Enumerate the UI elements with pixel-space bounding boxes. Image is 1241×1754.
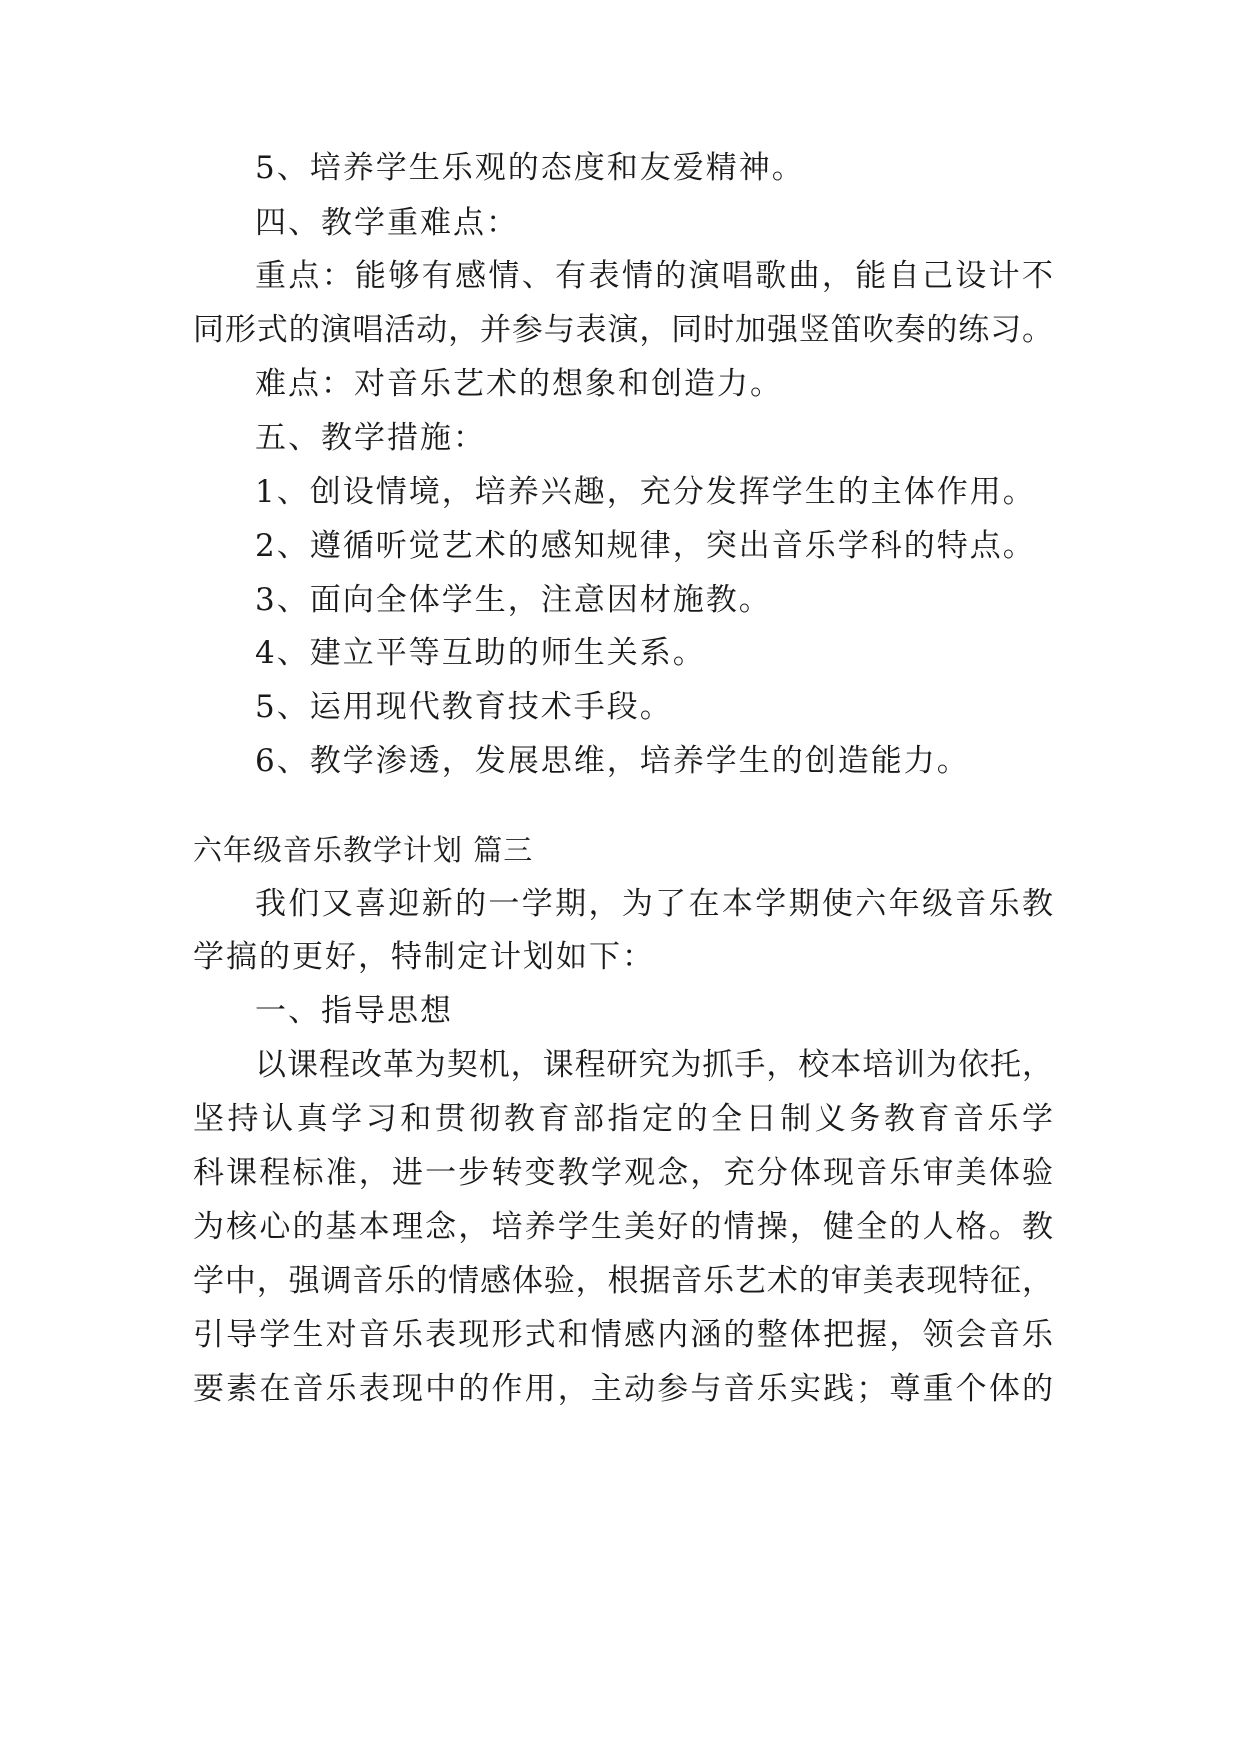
measure-item-4: 4、建立平等互助的师生关系。	[255, 635, 706, 671]
section-heading-key-difficult-points: 四、教学重难点：	[255, 205, 519, 241]
paragraph-line-3: 科课程标准，进一步转变教学观念，充分体现音乐审美体验	[193, 1155, 1053, 1191]
difficult-point: 难点：对音乐艺术的想象和创造力。	[255, 366, 783, 402]
article-title: 六年级音乐教学计划 篇三	[193, 833, 534, 867]
key-point-line-1: 重点：能够有感情、有表情的演唱歌曲，能自己设计不	[255, 258, 1053, 294]
measure-item-2: 2、遵循听觉艺术的感知规律，突出音乐学科的特点。	[255, 528, 1036, 564]
paragraph-line-5: 学中，强调音乐的情感体验，根据音乐艺术的审美表现特征，	[193, 1263, 1053, 1299]
intro-line-1: 我们又喜迎新的一学期，为了在本学期使六年级音乐教	[255, 886, 1053, 922]
intro-line-2: 学搞的更好，特制定计划如下：	[193, 939, 655, 975]
paragraph-line-6: 引导学生对音乐表现形式和情感内涵的整体把握，领会音乐	[193, 1317, 1053, 1353]
paragraph-line-2: 坚持认真学习和贯彻教育部指定的全日制义务教育音乐学	[193, 1101, 1053, 1137]
key-point-line-2: 同形式的演唱活动，并参与表演，同时加强竖笛吹奏的练习。	[193, 312, 1053, 348]
section-heading-guiding-ideology: 一、指导思想	[255, 993, 453, 1029]
section-heading-teaching-measures: 五、教学措施：	[255, 420, 486, 456]
paragraph-line-7: 要素在音乐表现中的作用，主动参与音乐实践；尊重个体的	[193, 1371, 1053, 1407]
goal-item-5: 5、培养学生乐观的态度和友爱精神。	[255, 150, 805, 186]
measure-item-5: 5、运用现代教育技术手段。	[255, 689, 673, 725]
measure-item-1: 1、创设情境，培养兴趣，充分发挥学生的主体作用。	[255, 474, 1036, 510]
measure-item-3: 3、面向全体学生，注意因材施教。	[255, 582, 772, 618]
paragraph-line-4: 为核心的基本理念，培养学生美好的情操，健全的人格。教	[193, 1209, 1053, 1245]
measure-item-6: 6、教学渗透，发展思维，培养学生的创造能力。	[255, 743, 970, 779]
paragraph-line-1: 以课程改革为契机，课程研究为抓手，校本培训为依托，	[255, 1047, 1053, 1083]
